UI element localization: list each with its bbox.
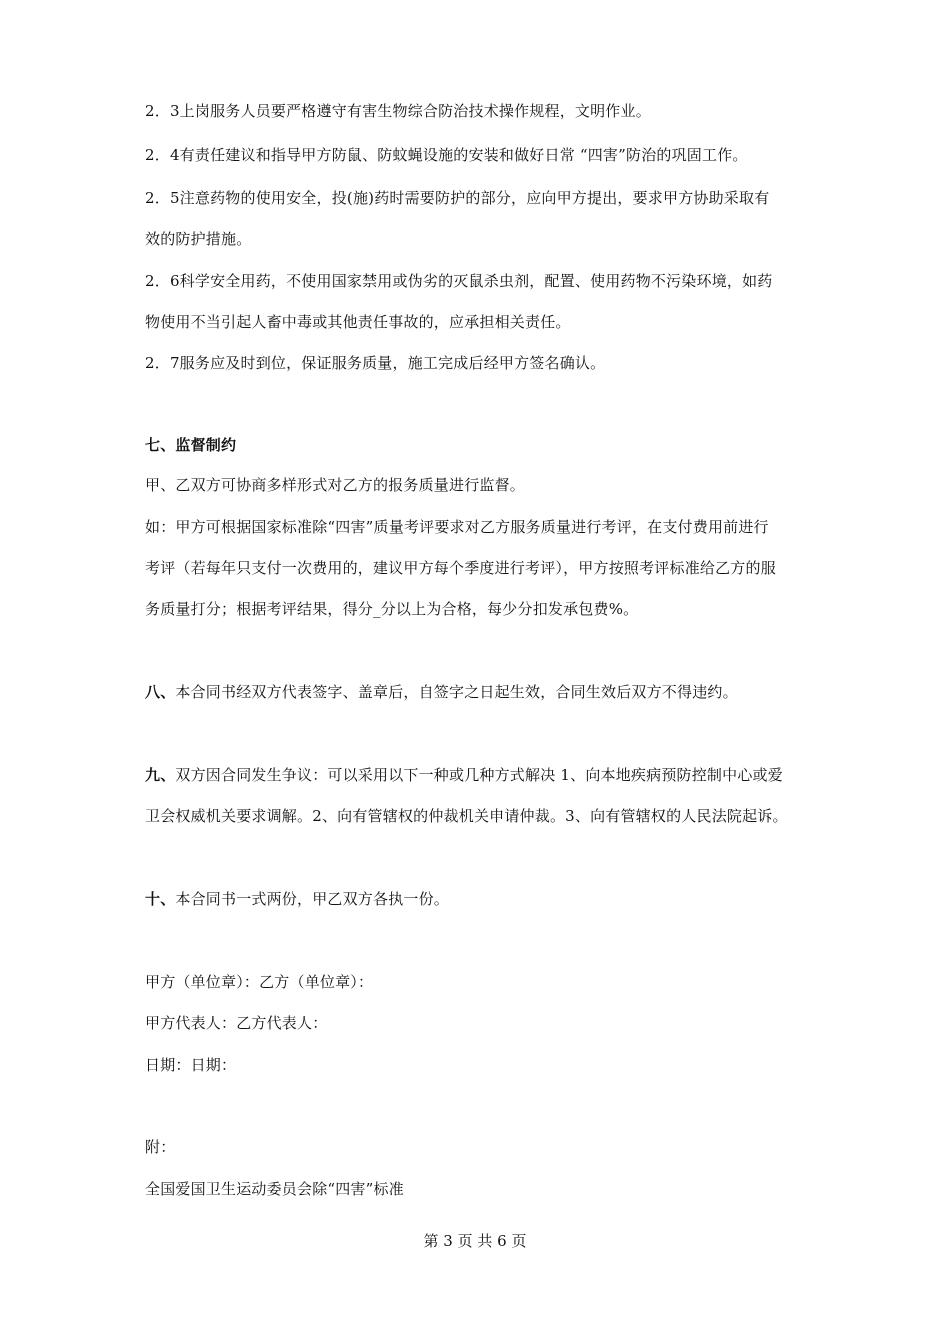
section-7-para2-line1: 如：甲方可根据国家标准除“四害”质量考评要求对乙方服务质量进行考评，在支付费用前进行 bbox=[145, 518, 769, 536]
clause-2-6-line2: 物使用不当引起人畜中毒或其他责任事故的，应承担相关责任。 bbox=[145, 313, 571, 331]
section-10 bbox=[145, 889, 815, 909]
clause-2-4: 2．4有责任建议和指导甲方防鼠、防蚊蝇设施的安装和做好日常 “四害”防治的巩固工作。 bbox=[145, 146, 748, 164]
clause-2-5-line2: 效的防护措施。 bbox=[145, 230, 252, 248]
section-7-para2-line3: 务质量打分；根据考评结果，得分_分以上为合格，每少分扣发承包费%。 bbox=[145, 600, 639, 618]
clause-2-5-line1: 2．5注意药物的使用安全，投(施)药时需要防护的部分，应向甲方提出，要求甲方协助采取有 bbox=[145, 189, 770, 207]
section-9-text-line1: 双方因合同发生争议：可以采用以下一种或几种方式解决 1、向本地疾病预防控制中心或爱 bbox=[175, 766, 783, 784]
section-8 bbox=[145, 682, 815, 702]
section-7-para1: 甲、乙双方可协商多样形式对乙方的报务质量进行监督。 bbox=[145, 476, 526, 494]
section-9-number: 九、 bbox=[145, 766, 176, 784]
section-9-line1 bbox=[145, 765, 815, 785]
clause-2-7: 2．7服务应及时到位，保证服务质量，施工完成后经甲方签名确认。 bbox=[145, 354, 606, 372]
clause-2-6-line1: 2．6科学安全用药，不使用国家禁用或伪劣的灭鼠杀虫剂，配置、使用药物不污染环境，如药 bbox=[145, 272, 773, 290]
clause-2-3: 2．3上岗服务人员要严格遵守有害生物综合防治技术操作规程，文明作业。 bbox=[145, 102, 651, 120]
appendix-label: 附： bbox=[145, 1138, 176, 1156]
section-8-text: 本合同书经双方代表签字、盖章后，自签字之日起生效，合同生效后双方不得违约。 bbox=[175, 683, 738, 701]
section-7-heading: 七、监督制约 bbox=[145, 436, 237, 454]
appendix-title: 全国爱国卫生运动委员会除“四害”标准 bbox=[145, 1180, 404, 1198]
section-7-para2-line2: 考评（若每年只支付一次费用的，建议甲方每个季度进行考评），甲方按照考评标准给乙方的服 bbox=[145, 559, 776, 577]
section-10-text: 本合同书一式两份，甲乙双方各执一份。 bbox=[175, 890, 450, 908]
section-9-line2: 卫会权威机关要求调解。2、向有管辖权的仲裁机关申请仲裁。3、向有管辖权的人民法院起诉。 bbox=[145, 807, 788, 825]
section-8-number: 八、 bbox=[145, 683, 176, 701]
signature-representatives: 甲方代表人：乙方代表人： bbox=[145, 1014, 328, 1032]
section-10-number: 十、 bbox=[145, 890, 176, 908]
page-number-footer: 第 3 页 共 6 页 bbox=[423, 1232, 527, 1250]
signature-seals: 甲方（单位章）：乙方（单位章）： bbox=[145, 973, 374, 991]
signature-dates: 日期：日期： bbox=[145, 1056, 237, 1074]
